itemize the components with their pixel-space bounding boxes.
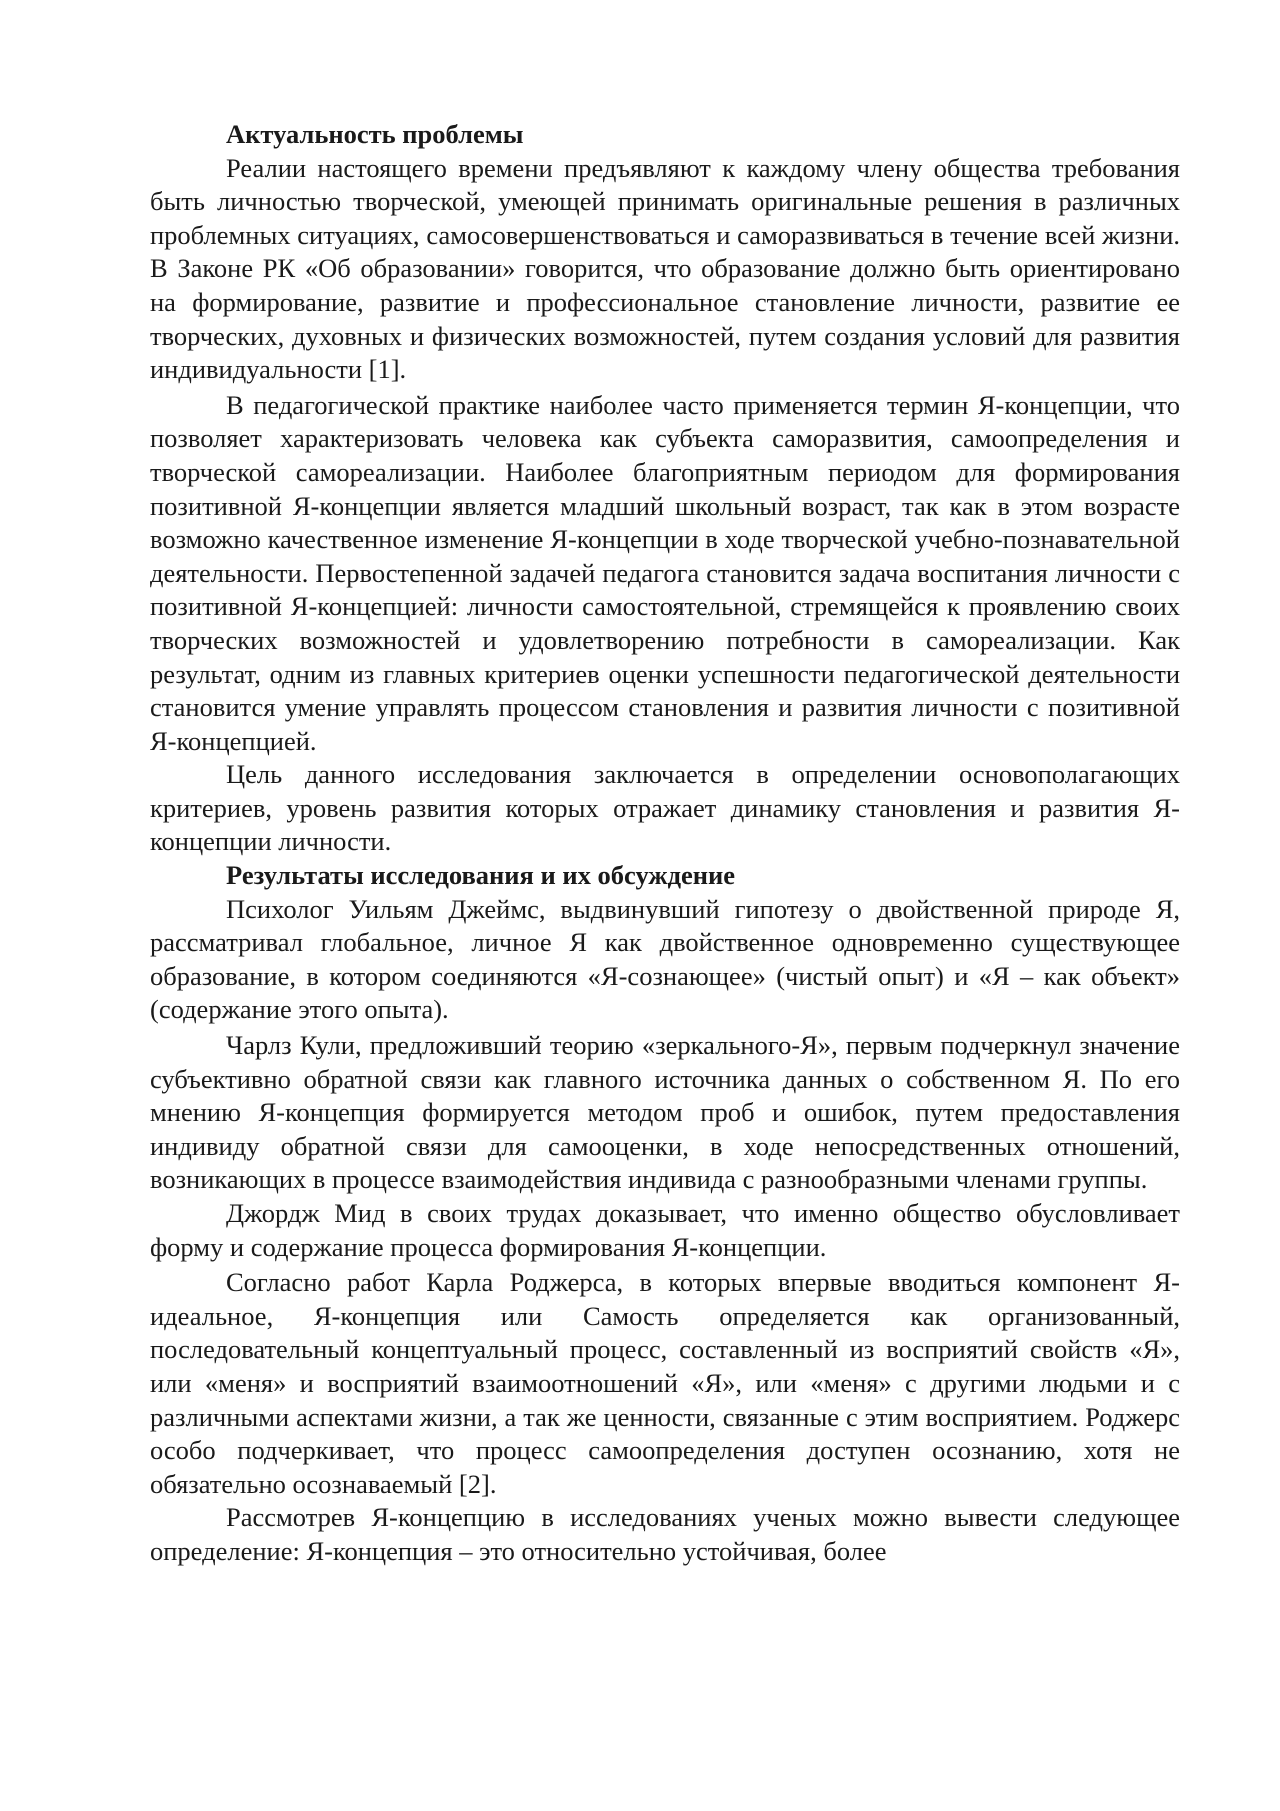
paragraph-intro: Реалии настоящего времени предъявляют к каждому члену общества требования быть личностью творческой, умеющей принимать оригинальные решения в различных проблемных ситуациях, самосовершенствоваться и саморазвиваться в течение всей жизни. В Законе РК «Об образовании» говорится, что образование должно быть ориентировано на формирование, развитие и профессиональное становление личности, развитие ее творческих, духовных и физических возможностей, путем создания условий для развития индивидуальности [1]. [150, 152, 1180, 385]
paragraph-james: Психолог Уильям Джеймс, выдвинувший гипотезу о двойственной природе Я, рассматривал глобальное, личное Я как двойственное одновременно существующее образование, в котором соединяются «Я-сознающее» (чистый опыт) и «Я – как объект» (содержание этого опыта). [150, 893, 1180, 1025]
paragraph-self-concept: В педагогической практике наиболее часто применяется термин Я-концепции, что позволяет характеризовать человека как субъекта саморазвития, самоопределения и творческой самореализации. Наиболее благоприятным периодом для формирования позитивной Я-концепции является младший школьный возраст, так как в этом возрасте возможно качественное изменение Я-концепции в ходе творческой учебно-познавательной деятельности. Первостепенной задачей педагога становится задача воспитания личности с позитивной Я-концепцией: личности самостоятельной, стремящейся к проявлению своих творческих возможностей и удовлетворению потребности в самореализации. Как результат, одним из главных критериев оценки успешности педагогической деятельности становится умение управлять процессом становления и развития личности с позитивной Я-концепцией. [150, 389, 1180, 756]
document-page [150, 118, 1180, 1569]
paragraph-goal: Цель данного исследования заключается в определении основополагающих критериев, уровень развития которых отражает динамику становления и развития Я-концепции личности. [150, 759, 1180, 857]
paragraph-rogers: Согласно работ Карла Роджерса, в которых впервые вводиться компонент Я-идеальное, Я-концепция или Самость определяется как организованный, последовательный концептуальный процесс, составленный из восприятий свойств «Я», или «меня» и восприятий взаимоотношений «Я», или «меня» с другими людьми и с различными аспектами жизни, а так же ценности, связанные с этим восприятием. Роджерс особо подчеркивает, что процесс самоопределения доступен осознанию, хотя не обязательно осознаваемый [2]. [150, 1267, 1180, 1499]
section-heading-relevance: Актуальность проблемы [226, 119, 524, 149]
paragraph-cooley: Чарлз Кули, предложивший теорию «зеркального-Я», первым подчеркнул значение субъективно обратной связи как главного источника данных о собственном Я. По его мнению Я-концепция формируется методом проб и ошибок, путем предоставления индивиду обратной связи для самооценки, в ходе непосредственных отношений, возникающих в процессе взаимодействия индивида с разнообразными членами группы. [150, 1030, 1180, 1195]
paragraph-mead: Джордж Мид в своих трудах доказывает, что именно общество обусловливает форму и содержание процесса формирования Я-концепции. [150, 1198, 1180, 1262]
paragraph-definition: Рассмотрев Я-концепцию в исследованиях ученых можно вывести следующее определение: Я-концепция – это относительно устойчивая, более [150, 1502, 1180, 1566]
section-heading-results: Результаты исследования и их обсуждение [226, 860, 736, 891]
